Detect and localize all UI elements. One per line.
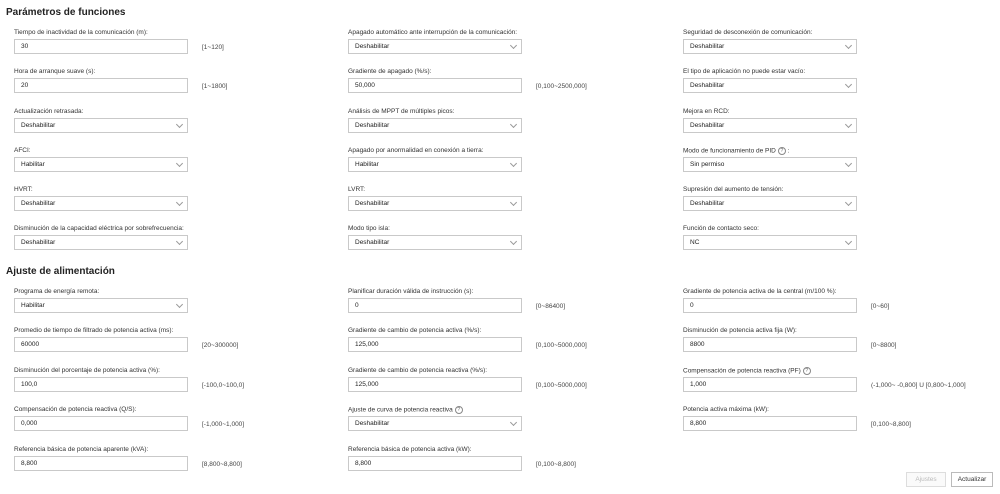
analisis-mppt-select[interactable] [348, 118, 522, 133]
chevron-down-icon [510, 121, 517, 128]
select-value: Deshabilitar [355, 122, 390, 129]
range-hint: [-1,000~1,000] [202, 421, 245, 428]
apagado-auto-select[interactable] [348, 39, 522, 54]
range-hint: [20~300000] [202, 342, 239, 349]
modo-isla-select[interactable] [348, 235, 522, 250]
label-text: Compensación de potencia reactiva (PF) [683, 367, 801, 375]
select-value: Deshabilitar [690, 122, 725, 129]
field-label [683, 367, 811, 375]
field-label: Referencia básica de potencia activa (kW): [348, 446, 472, 453]
tipo-aplicacion-select[interactable] [683, 78, 857, 93]
field-label: Gradiente de apagado (%/s): [348, 68, 432, 75]
chevron-down-icon [510, 160, 517, 167]
range-hint: [0,100~5000,000] [536, 342, 587, 349]
field-label: El tipo de aplicación no puede estar vacío: [683, 68, 806, 75]
field-label: Modo tipo isla: [348, 225, 390, 232]
modo-pid-select[interactable] [683, 157, 857, 172]
field-label [683, 147, 790, 155]
field-label: Gradiente de cambio de potencia reactiva (%/s): [348, 367, 488, 374]
label-suffix: : [787, 147, 790, 155]
label-text: Modo de funcionamiento de PID [683, 147, 776, 155]
section-title-functions: Parámetros de funciones [6, 7, 126, 18]
field-label: HVRT: [14, 186, 33, 193]
disminucion-fija-input[interactable] [683, 337, 857, 352]
field-label: Actualización retrasada: [14, 108, 84, 115]
ajustes-button[interactable]: Ajustes [906, 472, 946, 487]
field-label: AFCI: [14, 147, 31, 154]
field-label [348, 406, 463, 414]
field-label: Planificar duración válida de instrucción (s): [348, 288, 474, 295]
select-value: Habilitar [21, 161, 45, 168]
promedio-filtrado-input[interactable] [14, 337, 188, 352]
select-value: Sin permiso [690, 161, 725, 168]
field-label: LVRT: [348, 186, 366, 193]
field-label: Análisis de MPPT de múltiples picos: [348, 108, 455, 115]
range-hint: [0,100~2500,000] [536, 83, 587, 90]
field-label: Hora de arranque suave (s): [14, 68, 96, 75]
select-value: Deshabilitar [690, 200, 725, 207]
mejora-rcd-select[interactable] [683, 118, 857, 133]
field-label: Disminución de la capacidad eléctrica por sobrefrecuencia: [14, 225, 184, 232]
chevron-down-icon [176, 238, 183, 245]
select-value: Deshabilitar [355, 420, 390, 427]
gradiente-cambio-activa-input[interactable] [348, 337, 522, 352]
range-hint: [8,800~8,800] [202, 461, 242, 468]
chevron-down-icon [510, 42, 517, 49]
field-label: Referencia básica de potencia aparente (kVA): [14, 446, 149, 453]
hvrt-select[interactable] [14, 196, 188, 211]
field-label: Supresión del aumento de tensión: [683, 186, 784, 193]
select-value: Deshabilitar [355, 239, 390, 246]
field-label: Tiempo de inactividad de la comunicación (m): [14, 29, 148, 36]
hora-arranque-input[interactable] [14, 78, 188, 93]
chevron-down-icon [845, 160, 852, 167]
help-icon[interactable]: ? [803, 367, 811, 375]
range-hint: [1~120] [202, 44, 224, 51]
chevron-down-icon [510, 199, 517, 206]
compensacion-pf-input[interactable] [683, 377, 857, 392]
range-hint: [0~8800] [871, 342, 897, 349]
field-label: Gradiente de potencia activa de la central (m/100 %): [683, 288, 837, 295]
select-value: Deshabilitar [690, 43, 725, 50]
field-label: Promedio de tiempo de filtrado de potencia activa (ms): [14, 327, 174, 334]
actualizacion-retrasada-select[interactable] [14, 118, 188, 133]
select-value: Deshabilitar [355, 43, 390, 50]
chevron-down-icon [176, 199, 183, 206]
select-value: NC [690, 239, 700, 246]
gradiente-cambio-reactiva-input[interactable] [348, 377, 522, 392]
range-hint: [0,100~5000,000] [536, 382, 587, 389]
field-label: Programa de energía remota: [14, 288, 100, 295]
select-value: Habilitar [355, 161, 379, 168]
referencia-aparente-input[interactable] [14, 456, 188, 471]
range-hint: [1~1800] [202, 83, 228, 90]
chevron-down-icon [176, 160, 183, 167]
compensacion-qs-input[interactable] [14, 416, 188, 431]
help-icon[interactable]: ? [455, 406, 463, 414]
select-value: Deshabilitar [690, 82, 725, 89]
field-label: Mejora en RCD: [683, 108, 730, 115]
gradiente-apagado-input[interactable] [348, 78, 522, 93]
field-label: Gradiente de cambio de potencia activa (%/s): [348, 327, 482, 334]
apagado-anormalidad-select[interactable] [348, 157, 522, 172]
lvrt-select[interactable] [348, 196, 522, 211]
disminucion-porcentaje-input[interactable] [14, 377, 188, 392]
planificar-duracion-input[interactable] [348, 298, 522, 313]
select-value: Deshabilitar [21, 239, 56, 246]
select-value: Deshabilitar [355, 200, 390, 207]
ajuste-curva-select[interactable] [348, 416, 522, 431]
chevron-down-icon [845, 42, 852, 49]
range-hint: [0~60] [871, 303, 890, 310]
field-label: Apagado por anormalidad en conexión a tierra: [348, 147, 484, 154]
field-label: Disminución de potencia activa fija (W): [683, 327, 797, 334]
chevron-down-icon [510, 238, 517, 245]
seguridad-desconexion-select[interactable] [683, 39, 857, 54]
contacto-seco-select[interactable] [683, 235, 857, 250]
field-label: Compensación de potencia reactiva (Q/S): [14, 406, 137, 413]
gradiente-central-input[interactable] [683, 298, 857, 313]
label-text: Ajuste de curva de potencia reactiva [348, 406, 453, 414]
disminucion-sobrefrecuencia-select[interactable] [14, 235, 188, 250]
chevron-down-icon [845, 81, 852, 88]
select-value: Deshabilitar [21, 122, 56, 129]
section-title-power: Ajuste de alimentación [6, 266, 115, 277]
range-hint: (-1,000~ -0,800] U [0,800~1,000] [871, 382, 966, 389]
select-value: Deshabilitar [21, 200, 56, 207]
field-label: Seguridad de desconexión de comunicación: [683, 29, 813, 36]
chevron-down-icon [845, 238, 852, 245]
referencia-activa-input[interactable] [348, 456, 522, 471]
chevron-down-icon [845, 199, 852, 206]
select-value: Habilitar [21, 302, 45, 309]
range-hint: [0~86400] [536, 303, 566, 310]
range-hint: [-100,0~100,0] [202, 382, 245, 389]
chevron-down-icon [176, 301, 183, 308]
field-label: Función de contacto seco: [683, 225, 759, 232]
field-label: Apagado automático ante interrupción de la comunicación: [348, 29, 518, 36]
chevron-down-icon [845, 121, 852, 128]
help-icon[interactable]: ? [778, 147, 786, 155]
potencia-maxima-input[interactable] [683, 416, 857, 431]
range-hint: [0,100~8,800] [536, 461, 576, 468]
field-label: Disminución del porcentaje de potencia activa (%): [14, 367, 160, 374]
afci-select[interactable] [14, 157, 188, 172]
chevron-down-icon [510, 419, 517, 426]
tiempo-inactividad-input[interactable] [14, 39, 188, 54]
programa-remota-select[interactable] [14, 298, 188, 313]
range-hint: [0,100~8,800] [871, 421, 911, 428]
actualizar-button[interactable]: Actualizar [951, 472, 993, 487]
supresion-tension-select[interactable] [683, 196, 857, 211]
field-label: Potencia activa máxima (kW): [683, 406, 769, 413]
chevron-down-icon [176, 121, 183, 128]
